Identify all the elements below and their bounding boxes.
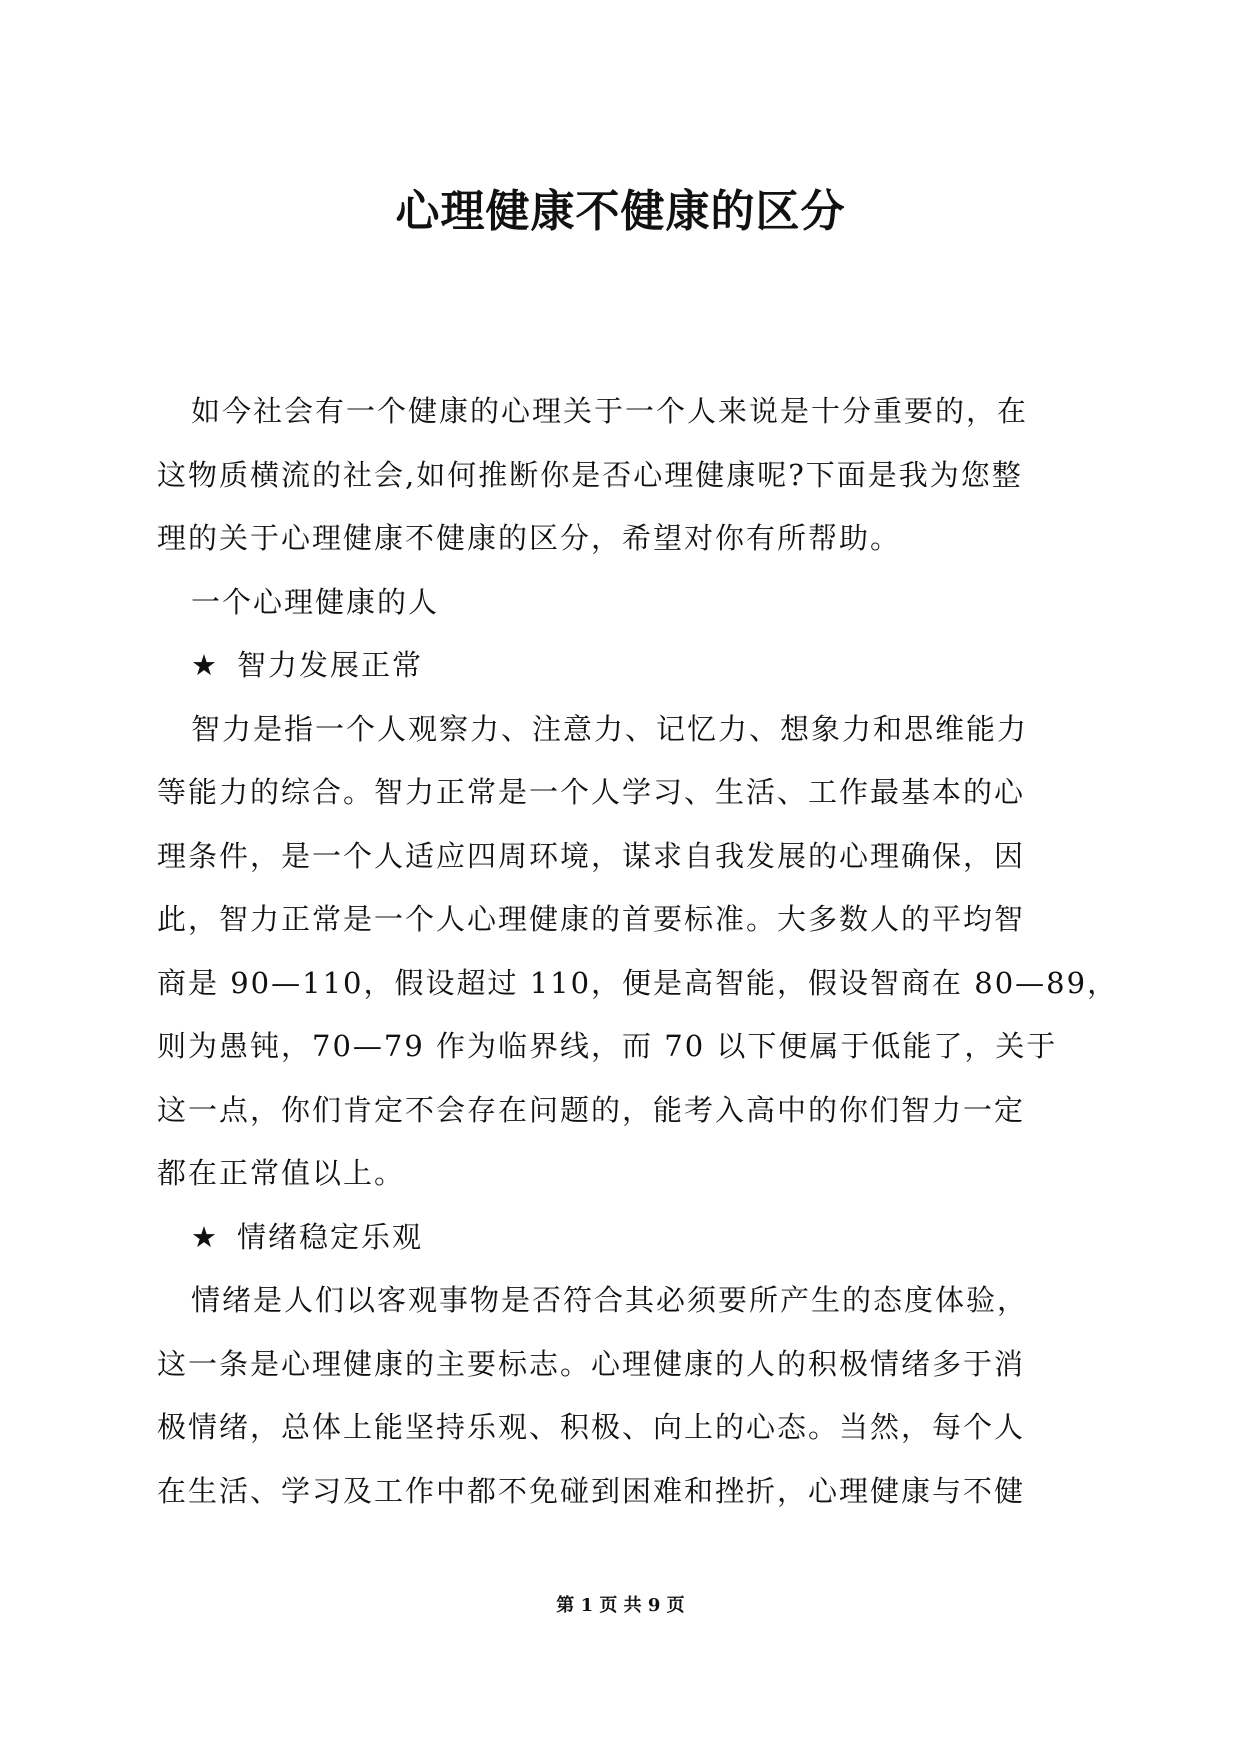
star-icon: ★: [191, 1219, 219, 1254]
body-line: 在生活、学习及工作中都不免碰到困难和挫折，心理健康与不健: [157, 1473, 1026, 1508]
section-heading: 一个心理健康的人: [191, 584, 440, 619]
body-line: 智力是指一个人观察力、注意力、记忆力、想象力和思维能力: [191, 711, 1029, 746]
body-line: 这物质横流的社会,如何推断你是否心理健康呢?下面是我为您整: [157, 457, 1023, 492]
page-title: 心理健康不健康的区分: [395, 186, 846, 237]
body-line: 此，智力正常是一个人心理健康的首要标准。大多数人的平均智: [157, 902, 1026, 936]
body-line: 理的关于心理健康不健康的区分，希望对你有所帮助。: [157, 521, 902, 555]
page-footer: 第 1 页 共 9 页: [556, 1595, 685, 1616]
body-line: 这一点，你们肯定不会存在问题的，能考入高中的你们智力一定: [157, 1092, 1026, 1127]
bullet-heading: [157, 634, 1097, 698]
body-line: 商是 90—110，假设超过 110，便是高智能，假设智商在 80—89，: [157, 965, 1119, 1000]
bullet-heading-label: 智力发展正常: [237, 648, 424, 682]
document-body: [157, 380, 1119, 1523]
bullet-heading-label: 情绪稳定乐观: [237, 1219, 424, 1254]
body-line: 则为愚钝，70—79 作为临界线，而 70 以下便属于低能了，关于: [157, 1029, 1058, 1063]
body-line: 情绪是人们以客观事物是否符合其必须要所产生的态度体验，: [191, 1283, 1029, 1317]
body-line: 如今社会有一个健康的心理关于一个人来说是十分重要的，在: [191, 394, 1029, 428]
body-line: 极情绪，总体上能坚持乐观、积极、向上的心态。当然，每个人: [157, 1410, 1026, 1444]
body-line: 都在正常值以上。: [157, 1156, 406, 1190]
body-line: 这一条是心理健康的主要标志。心理健康的人的积极情绪多于消: [157, 1346, 1026, 1381]
bullet-heading: [157, 1206, 1097, 1270]
star-icon: ★: [191, 648, 219, 682]
body-line: 等能力的综合。智力正常是一个人学习、生活、工作最基本的心: [157, 775, 1026, 809]
body-line: 理条件，是一个人适应四周环境，谋求自我发展的心理确保，因: [157, 838, 1026, 873]
